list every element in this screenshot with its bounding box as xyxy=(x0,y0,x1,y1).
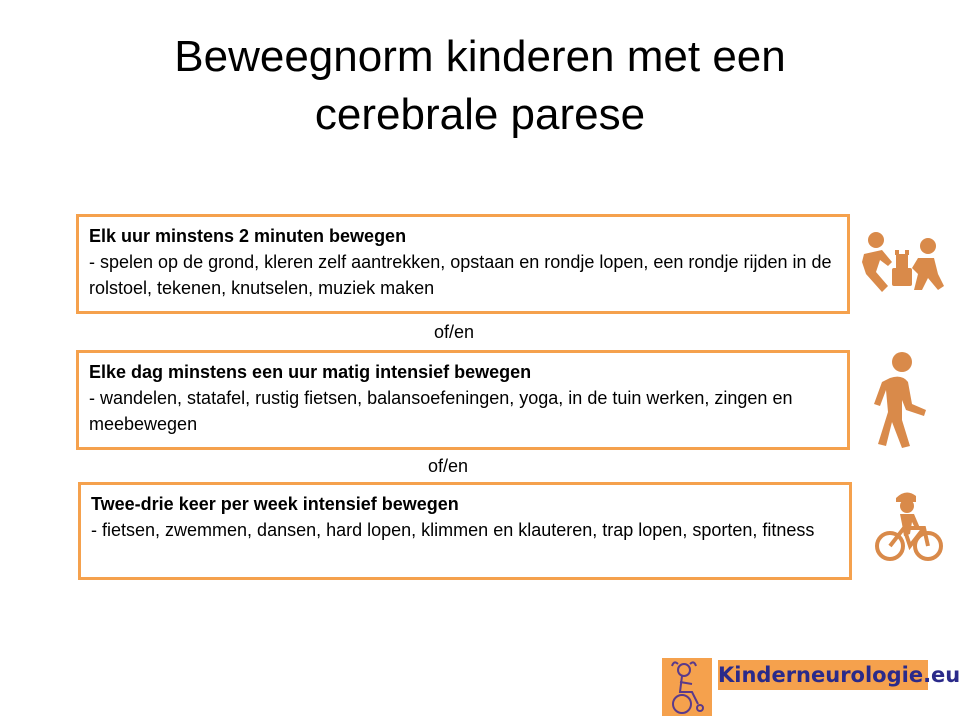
connector-label: of/en xyxy=(427,456,469,476)
connector-label: of/en xyxy=(433,322,475,342)
children-playing-icon xyxy=(858,228,944,296)
activity-heading: Elke dag minstens een uur matig intensief bewegen xyxy=(89,362,532,382)
activity-description: - fietsen, zwemmen, dansen, hard lopen, klimmen en klauteren, trap lopen, sporten, fitness xyxy=(91,520,815,540)
activity-box-weekly xyxy=(78,482,852,580)
activity-heading: Elk uur minstens 2 minuten bewegen xyxy=(89,226,407,246)
activity-box-daily xyxy=(76,350,850,450)
activity-description: - spelen op de grond, kleren zelf aantrekken, opstaan en rondje lopen, een rondje rijden in de rolstoel, tekenen, knutselen, muziek maken xyxy=(89,252,832,298)
activity-description: - wandelen, statafel, rustig fietsen, balansoefeningen, yoga, in de tuin werken, zingen en meebewegen xyxy=(89,388,793,434)
activity-heading: Twee-drie keer per week intensief bewegen xyxy=(91,494,459,514)
child-in-wheelchair-logo-icon xyxy=(662,658,712,716)
child-cycling-icon xyxy=(874,488,944,564)
logo-text: Kinderneurologie.eu xyxy=(718,660,928,690)
activity-box-hourly xyxy=(76,214,850,314)
walking-person-icon xyxy=(872,350,934,450)
slide-title: Beweegnorm kinderen met een cerebrale parese xyxy=(174,32,786,139)
